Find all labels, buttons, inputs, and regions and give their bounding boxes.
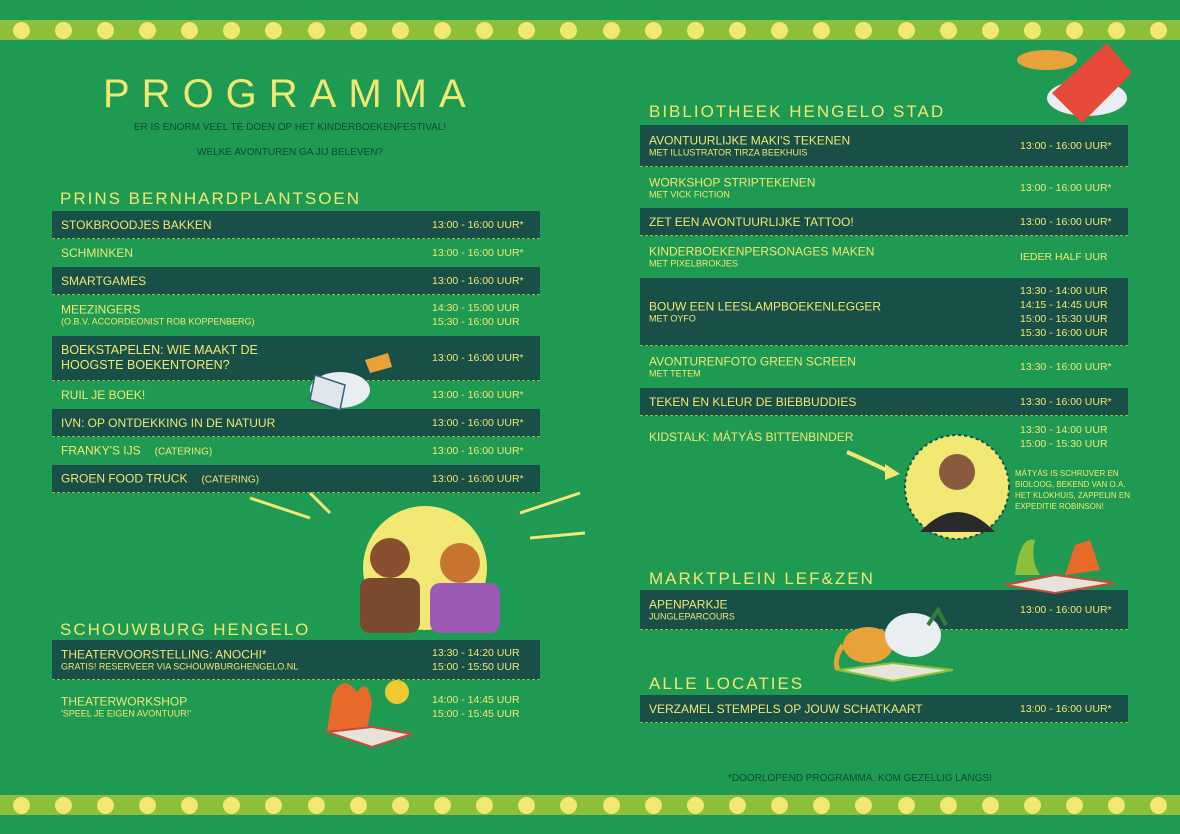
border-dot bbox=[940, 797, 957, 814]
bottom-dotted-border bbox=[0, 795, 1180, 815]
section-heading-bibliotheek: BIBLIOTHEEK HENGELO STAD bbox=[649, 102, 946, 121]
footer-note: *DOORLOPEND PROGRAMMA. KOM GEZELLIG LANGS! bbox=[728, 773, 992, 784]
border-dot bbox=[813, 797, 830, 814]
border-dot bbox=[560, 22, 577, 39]
activity-label: FRANKY'S IJS bbox=[61, 443, 141, 458]
border-dot bbox=[181, 22, 198, 39]
section-heading-alle: ALLE LOCATIES bbox=[649, 674, 805, 693]
activity-time: 14:30 - 15:00 UUR bbox=[432, 302, 520, 314]
activity-time: 13:00 - 16:00 UUR* bbox=[1020, 139, 1112, 152]
activity-subtitle: 'SPEEL JE EIGEN AVONTUUR!' bbox=[61, 708, 191, 719]
program-row bbox=[52, 267, 540, 295]
speaker-photo bbox=[845, 432, 1010, 542]
border-dot bbox=[560, 797, 577, 814]
activity-time: 14:00 - 14:45 UUR bbox=[432, 694, 520, 706]
border-dot bbox=[1108, 797, 1125, 814]
activity-label: ZET EEN AVONTUURLIJKE TATTOO! bbox=[649, 214, 854, 229]
border-dot bbox=[771, 22, 788, 39]
border-dot bbox=[645, 22, 662, 39]
program-row bbox=[640, 125, 1128, 167]
activity-time: 13:00 - 16:00 UUR* bbox=[432, 416, 524, 429]
border-dot bbox=[813, 22, 830, 39]
border-dot bbox=[476, 22, 493, 39]
elephant-book-illustration bbox=[828, 605, 963, 685]
activity-subtitle: JUNGLEPARCOURS bbox=[649, 611, 735, 622]
border-dot bbox=[1066, 22, 1083, 39]
activity-label: MEEZINGERS bbox=[61, 302, 141, 317]
activity-time: 13:00 - 16:00 UUR* bbox=[432, 247, 524, 259]
program-row bbox=[640, 168, 1128, 208]
intro-line-2: WELKE AVONTUREN GA JIJ BELEVEN? bbox=[197, 147, 383, 158]
border-dot bbox=[982, 22, 999, 39]
speaker-bio: MÁTYÁS IS SCHRIJVER EN BIOLOOG, BEKEND VAN O.A. HET KLOKHUIS, ZAPPELIN EN EXPEDITIE ROBINSON! bbox=[1015, 469, 1130, 511]
dinosaur-book-illustration bbox=[995, 525, 1125, 595]
border-dot bbox=[518, 22, 535, 39]
activity-label: KIDSTALK: MÁTYÁS BITTENBINDER bbox=[649, 429, 854, 444]
program-row bbox=[52, 295, 540, 335]
activity-subtitle: MET ILLUSTRATOR TIRZA BEEKHUIS bbox=[649, 147, 808, 158]
border-dot bbox=[308, 797, 325, 814]
border-dot bbox=[434, 797, 451, 814]
program-row bbox=[640, 208, 1128, 236]
activity-time: 15:30 - 16:00 UUR bbox=[432, 316, 520, 328]
activity-time: 13:00 - 16:00 UUR* bbox=[1020, 702, 1112, 715]
activity-time: IEDER HALF UUR bbox=[1020, 251, 1108, 263]
top-dotted-border bbox=[0, 20, 1180, 40]
activity-label: SMARTGAMES bbox=[61, 273, 147, 288]
activity-label: RUIL JE BOEK! bbox=[61, 387, 146, 402]
section-heading-schouwburg: SCHOUWBURG HENGELO bbox=[60, 620, 311, 639]
border-dot bbox=[350, 22, 367, 39]
border-dot bbox=[645, 797, 662, 814]
program-row bbox=[52, 336, 540, 381]
activity-time: 15:00 - 15:45 UUR bbox=[432, 708, 520, 720]
activity-note: (CATERING) bbox=[154, 446, 213, 458]
activity-label: APENPARKJE bbox=[649, 596, 728, 611]
activity-time: 13:00 - 16:00 UUR* bbox=[432, 445, 524, 457]
activity-note: (CATERING) bbox=[201, 474, 260, 485]
activity-time: 13:30 - 14:20 UUR bbox=[432, 646, 520, 659]
activity-time: 13:00 - 16:00 UUR* bbox=[1020, 603, 1112, 616]
program-row bbox=[52, 381, 540, 409]
activity-subtitle: GRATIS! RESERVEER VIA SCHOUWBURGHENGELO.NL bbox=[61, 661, 299, 672]
activity-time: 13:30 - 16:00 UUR* bbox=[1020, 395, 1112, 408]
border-dot bbox=[982, 797, 999, 814]
flying-book-illustration bbox=[300, 345, 400, 420]
border-dot bbox=[729, 22, 746, 39]
children-adventure-photo bbox=[240, 488, 590, 638]
border-dot bbox=[1108, 22, 1125, 39]
border-dot bbox=[55, 22, 72, 39]
border-dot bbox=[181, 797, 198, 814]
border-dot bbox=[265, 797, 282, 814]
border-dot bbox=[898, 797, 915, 814]
program-row bbox=[52, 409, 540, 437]
border-dot bbox=[1150, 22, 1167, 39]
activity-time: 15:00 - 15:30 UUR bbox=[1020, 312, 1108, 325]
border-dot bbox=[223, 797, 240, 814]
program-row bbox=[640, 347, 1128, 387]
program-row bbox=[52, 687, 540, 727]
intro-line-1: ER IS ENORM VEEL TE DOEN OP HET KINDERBOEKENFESTIVAL! bbox=[133, 122, 447, 133]
activity-label: BOUW EEN LEESLAMPBOEKENLEGGER bbox=[649, 298, 882, 313]
activity-label: IVN: OP ONTDEKKING IN DE NATUUR bbox=[61, 415, 276, 430]
activity-time: 15:30 - 16:00 UUR bbox=[1020, 326, 1108, 339]
activity-label: KINDERBOEKENPERSONAGES MAKEN bbox=[649, 244, 875, 259]
border-dot bbox=[687, 797, 704, 814]
activity-label: WORKSHOP STRIPTEKENEN bbox=[649, 175, 816, 190]
border-dot bbox=[55, 797, 72, 814]
section-heading-prins: PRINS BERNHARDPLANTSOEN bbox=[60, 189, 362, 208]
activity-subtitle: MET OYFO bbox=[649, 313, 696, 324]
border-dot bbox=[13, 797, 30, 814]
activity-label: THEATERWORKSHOP bbox=[61, 694, 188, 709]
activity-time: 13:30 - 16:00 UUR* bbox=[1020, 361, 1112, 373]
border-dot bbox=[350, 797, 367, 814]
border-dot bbox=[265, 22, 282, 39]
activity-label: GROEN FOOD TRUCK bbox=[61, 471, 188, 485]
program-row bbox=[640, 237, 1128, 277]
border-dot bbox=[1024, 797, 1041, 814]
program-row bbox=[640, 695, 1128, 723]
border-dot bbox=[1066, 797, 1083, 814]
program-row bbox=[640, 278, 1128, 346]
section-heading-markt: MARKTPLEIN LEF&ZEN bbox=[649, 569, 875, 588]
activity-time: 13:00 - 16:00 UUR* bbox=[432, 274, 524, 287]
border-dot bbox=[1024, 22, 1041, 39]
activity-label: THEATERVOORSTELLING: ANOCHI* bbox=[61, 646, 267, 661]
activity-label: AVONTUURLIJKE MAKI'S TEKENEN bbox=[649, 132, 851, 147]
border-dot bbox=[139, 797, 156, 814]
program-row bbox=[52, 640, 540, 680]
activity-label: SCHMINKEN bbox=[61, 245, 134, 260]
border-dot bbox=[392, 22, 409, 39]
activity-time: 13:00 - 16:00 UUR* bbox=[1020, 215, 1112, 228]
activity-subtitle: MET VICK FICTION bbox=[649, 189, 730, 200]
activity-subtitle: MET PIXELBROKJES bbox=[649, 258, 738, 269]
activity-time: 13:00 - 16:00 UUR* bbox=[432, 218, 524, 231]
activity-time: 13:00 - 16:00 UUR* bbox=[432, 472, 524, 485]
activity-time: 13:30 - 14:00 UUR bbox=[1020, 424, 1108, 436]
activity-time: 13:00 - 16:00 UUR* bbox=[1020, 182, 1112, 194]
activity-time: 14:15 - 14:45 UUR bbox=[1020, 298, 1108, 311]
program-row bbox=[52, 437, 540, 465]
page-title: PROGRAMMA bbox=[103, 72, 478, 116]
border-dot bbox=[603, 797, 620, 814]
activity-label-line-2: HOOGSTE BOEKENTOREN? bbox=[61, 358, 230, 372]
border-dot bbox=[729, 797, 746, 814]
activity-time: 15:00 - 15:50 UUR bbox=[432, 660, 520, 673]
border-dot bbox=[771, 797, 788, 814]
border-dot bbox=[476, 797, 493, 814]
border-dot bbox=[855, 797, 872, 814]
activity-time: 13:00 - 16:00 UUR* bbox=[432, 389, 524, 401]
border-dot bbox=[13, 22, 30, 39]
border-dot bbox=[308, 22, 325, 39]
border-dot bbox=[603, 22, 620, 39]
border-dot bbox=[434, 22, 451, 39]
border-dot bbox=[855, 22, 872, 39]
program-row bbox=[52, 239, 540, 267]
border-dot bbox=[139, 22, 156, 39]
activity-label: VERZAMEL STEMPELS OP JOUW SCHATKAART bbox=[649, 701, 923, 716]
activity-time: 13:00 - 16:00 UUR* bbox=[432, 352, 524, 364]
program-row bbox=[52, 211, 540, 239]
border-dot bbox=[223, 22, 240, 39]
border-dot bbox=[97, 797, 114, 814]
zeppelin-book-illustration bbox=[1012, 38, 1137, 128]
border-dot bbox=[518, 797, 535, 814]
border-dot bbox=[898, 22, 915, 39]
border-dot bbox=[940, 22, 957, 39]
activity-time: 15:00 - 15:30 UUR bbox=[1020, 438, 1108, 450]
dragon-book-illustration bbox=[312, 672, 417, 752]
program-row bbox=[640, 388, 1128, 416]
activity-subtitle: MET TETEM bbox=[649, 368, 701, 379]
activity-subtitle: (O.B.V. ACCORDEONIST ROB KOPPENBERG) bbox=[61, 316, 255, 327]
border-dot bbox=[687, 22, 704, 39]
activity-label: BOEKSTAPELEN: WIE MAAKT DE bbox=[61, 343, 258, 357]
activity-label: TEKEN EN KLEUR DE BIEBBUDDIES bbox=[649, 394, 857, 409]
border-dot bbox=[392, 797, 409, 814]
activity-label: AVONTURENFOTO GREEN SCREEN bbox=[649, 354, 856, 369]
border-dot bbox=[1150, 797, 1167, 814]
border-dot bbox=[97, 22, 114, 39]
activity-time: 13:30 - 14:00 UUR bbox=[1020, 284, 1108, 297]
activity-label: STOKBROODJES BAKKEN bbox=[61, 217, 212, 232]
